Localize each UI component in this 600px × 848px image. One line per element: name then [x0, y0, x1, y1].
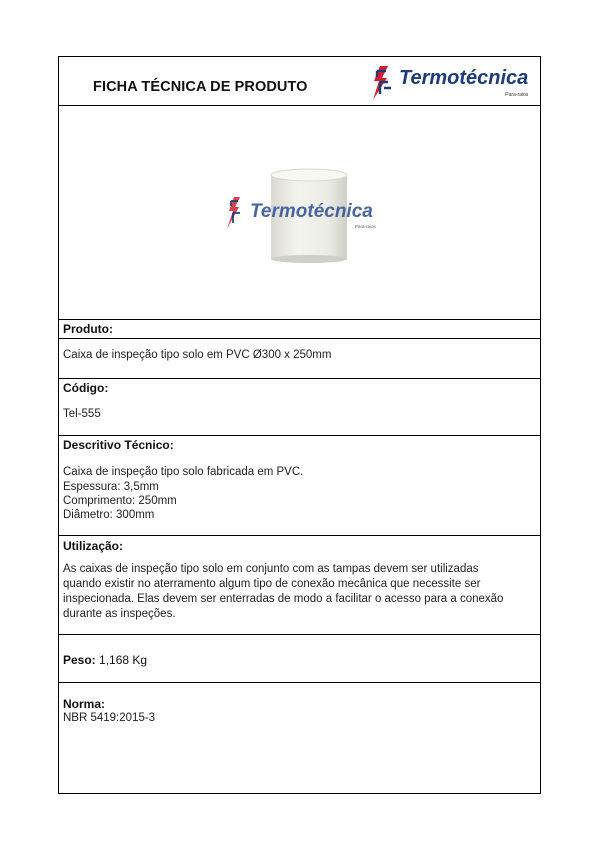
descritivo-line: Espessura: 3,5mm [63, 481, 159, 493]
norma-label: Norma: [63, 697, 106, 711]
logo-tagline: Para-raios [505, 92, 529, 98]
company-logo [371, 65, 528, 101]
peso-value: 1,168 Kg [99, 653, 148, 667]
produto-label: Produto: [63, 322, 113, 336]
divider [59, 319, 540, 320]
lightning-logo-icon [371, 65, 397, 101]
divider [59, 435, 540, 436]
peso-label: Peso: [63, 653, 96, 667]
logo-brand-text: Termotécnica [399, 67, 529, 89]
descritivo-line: Diâmetro: 300mm [63, 509, 155, 521]
descritivo-line: Comprimento: 250mm [63, 495, 177, 507]
watermark-logo-icon [227, 197, 240, 229]
produto-value: Caixa de inspeção tipo solo em PVC Ø300 x 250mm [63, 349, 332, 361]
descritivo-label: Descritivo Técnico: [63, 438, 174, 452]
utilizacao-line: quando existir no aterramento algum tipo de conexão mecânica que necessite ser [63, 578, 481, 590]
divider [59, 338, 540, 339]
norma-value: NBR 5419:2015-3 [63, 712, 156, 724]
page-title: FICHA TÉCNICA DE PRODUTO [93, 79, 308, 95]
descritivo-line: Caixa de inspeção tipo solo fabricada em PVC. [63, 466, 304, 478]
codigo-label: Código: [63, 381, 109, 395]
divider [59, 105, 540, 106]
divider [59, 378, 540, 379]
product-image [219, 167, 389, 297]
utilizacao-line: durante as inspeções. [63, 608, 176, 620]
product-sheet [58, 56, 541, 794]
divider [59, 682, 540, 683]
watermark-tagline: Para-raios [355, 224, 376, 229]
utilizacao-label: Utilização: [63, 539, 124, 553]
watermark-brand-text: Termotécnica [250, 201, 373, 222]
peso-row [63, 653, 147, 667]
utilizacao-line: As caixas de inspeção tipo solo em conjunto com as tampas devem ser utilizadas [63, 563, 479, 575]
utilizacao-line: inspecionada. Elas devem ser enterradas de modo a facilitar o acesso para a conexão [63, 593, 504, 605]
divider [59, 634, 540, 635]
codigo-value: Tel-555 [63, 408, 101, 420]
divider [59, 535, 540, 536]
